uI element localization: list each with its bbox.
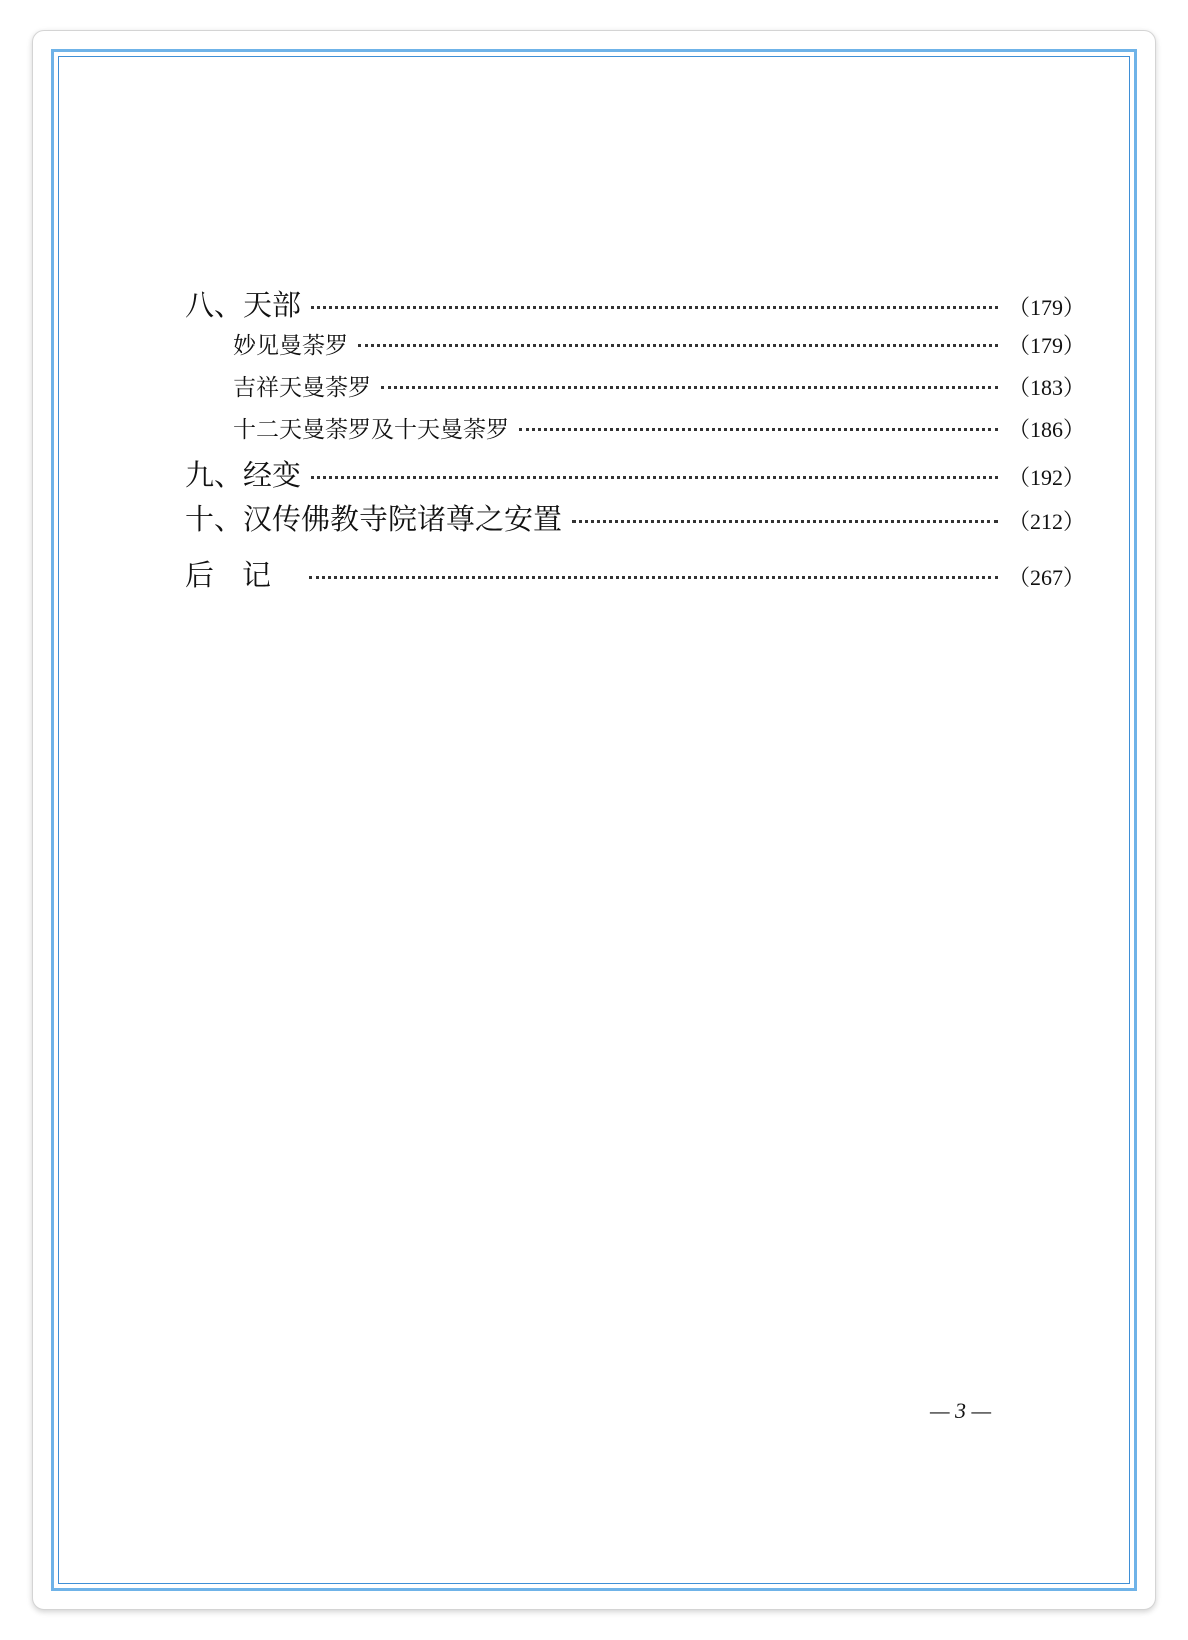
toc-entry-afterword[interactable] [185,553,1085,597]
toc-entry-title: 后记 [185,558,300,592]
toc-entry-title: 十二天曼荼罗及十天曼荼罗 [233,417,509,443]
dot-leader [309,576,998,579]
page-number: — 3 — [930,1398,992,1423]
toc-entry-title: 九、经变 [185,458,302,492]
toc-entry-title: 吉祥天曼荼罗 [233,375,371,401]
page-card [32,30,1156,1610]
decorative-frame [51,49,1137,1591]
toc-entry-chapter-8[interactable] [185,283,1085,327]
dot-leader [311,476,998,479]
toc-entry-section[interactable] [185,327,1085,369]
toc-entry-page: （267） [1007,565,1085,590]
toc-entry-section[interactable] [185,411,1085,453]
toc-entry-title: 十、汉传佛教寺院诸尊之安置 [185,502,563,536]
toc-entry-title: 妙见曼荼罗 [233,333,348,359]
toc-entry-section[interactable] [185,369,1085,411]
dot-leader [358,344,998,347]
dot-leader [519,428,998,431]
table-of-contents [185,283,1085,597]
toc-entry-title: 八、天部 [185,288,302,322]
dot-leader [381,386,998,389]
toc-entry-page: （212） [1007,509,1085,534]
dot-leader [572,520,998,523]
toc-entry-page: （183） [1007,375,1085,400]
toc-entry-chapter-9[interactable] [185,453,1085,497]
toc-entry-page: （179） [1007,333,1085,358]
toc-entry-chapter-10[interactable] [185,497,1085,541]
toc-entry-page: （179） [1007,295,1085,320]
toc-entry-page: （192） [1007,465,1085,490]
dot-leader [311,306,998,309]
toc-entry-page: （186） [1007,417,1085,442]
